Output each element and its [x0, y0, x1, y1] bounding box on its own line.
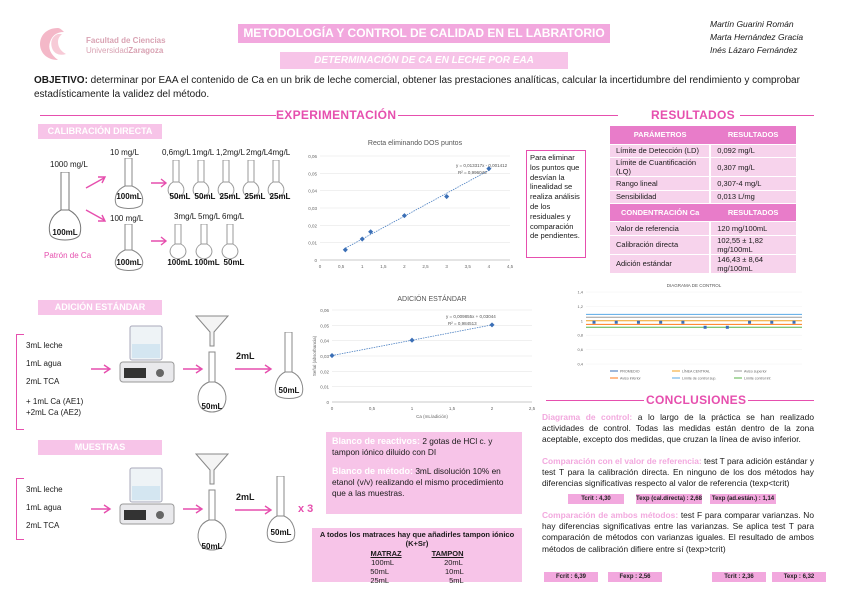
y-tick-label: 0,02 [308, 223, 317, 229]
results-header2-1: RESULTADOS [710, 204, 796, 222]
times-three: x 3 [298, 503, 314, 515]
data-point [329, 353, 334, 358]
data-point [444, 194, 449, 199]
results-cell: Rango lineal [610, 177, 710, 191]
adicion-flask1: 50mL [201, 402, 223, 411]
conclusion-3 [542, 510, 814, 555]
top-conc-2: 1,2mg/L [216, 148, 245, 157]
results-cell: 0,307-4 mg/L [710, 177, 796, 191]
results-header-1: RESULTADOS [710, 126, 796, 144]
results-cell: Límite de Detección (LD) [610, 144, 710, 158]
y-tick-label: 0,01 [308, 240, 317, 246]
data-point [748, 321, 751, 324]
results-cell: 146,43 ± 8,64 mg/100mL [710, 254, 796, 273]
y-tick-label: 0,03 [320, 354, 329, 359]
conclusion-2-text: test T para adición estándar y test T para la calibración directa. En ninguno de los dos métodos hay diferencias significativas respecto al valor de referencia (texp<tcrit) [542, 456, 815, 489]
legend-label: LÍNEA CENTRAL [682, 369, 710, 374]
x-tick-label: 3,5 [464, 264, 471, 269]
muestras-item: 1mL agua [26, 503, 62, 512]
muestras-item: 2mL TCA [26, 521, 60, 530]
results-cell: Valor de referencia [610, 222, 710, 236]
muestras-flask2: 50mL [270, 528, 292, 537]
bottom-vol-1: 100mL [194, 258, 220, 267]
objective-label: OBJETIVO: [34, 75, 88, 86]
arrow-icon [84, 208, 108, 224]
chart-title: DIAGRAMA DE CONTROL [666, 283, 722, 288]
data-point [793, 321, 796, 324]
stock-caption: Patrón de Ca [44, 251, 92, 260]
y-tick-label: 0,02 [320, 369, 329, 375]
buffer-cell: 20mL [444, 558, 463, 567]
blanco-reactivos [332, 436, 516, 458]
bottom-vol-0: 100mL [167, 258, 193, 267]
note-box [526, 150, 586, 258]
y-tick-label: 1,2 [577, 303, 583, 309]
x-tick-label: 1 [360, 264, 364, 269]
x-tick-label: 1 [410, 406, 414, 411]
top-conc-4: 4mg/L [268, 148, 291, 157]
equation-label: y = 0,013317x - 0,001412 [456, 163, 508, 168]
poster-subtitle: DETERMINACIÓN DE CA EN LECHE POR EAA [280, 52, 568, 69]
results-cell: 0,013 L/mg [710, 190, 796, 204]
y-tick-label: 1,4 [577, 289, 583, 295]
data-point [409, 338, 414, 343]
y-tick-label: 0 [314, 258, 317, 263]
equation-label: y = 0,009855x + 0,03044 [446, 314, 496, 319]
data-point [593, 321, 596, 324]
adicion-item: 2mL TCA [26, 377, 60, 386]
y-tick-label: 0,06 [320, 308, 329, 313]
legend-label: Aviso superior [744, 369, 767, 374]
adicion-flask2: 50mL [278, 386, 300, 395]
authors [710, 18, 803, 57]
arrow-icon [90, 504, 112, 514]
conclusion-3-label: Comparación de ambos métodos: [542, 510, 679, 520]
logo-line2b: Zaragoza [128, 46, 164, 55]
adicion-title: ADICIÓN ESTÁNDAR [38, 300, 162, 315]
adicion-transfer: 2mL [236, 351, 255, 361]
stock-conc: 1000 mg/L [50, 160, 88, 169]
section-conclusiones: CONCLUSIONES [646, 393, 747, 407]
funnel-flask-icon [192, 312, 232, 416]
r2-label: R² = 0,984513 [448, 321, 477, 326]
chart-title: ADICIÓN ESTÁNDAR [397, 296, 467, 303]
muestras-items [26, 484, 63, 531]
bottom-mid-conc: 100 mg/L [110, 214, 144, 223]
note-text: Para eliminar los puntos que desvían la linealidad se realiza análisis de los residuales y comparación de pendientes. [530, 153, 580, 241]
conclusion-3-text: test F para comparar varianzas. No hay diferencias significativas entre las varianzas. Se aplica test T para comparación de métodos con varianzas iguales. El resultado de ambos métodos de calibración difiere entre sí (texp>tcrit) [542, 510, 814, 554]
buffer-cell: 25mL [370, 576, 390, 585]
chip-texp-ad: Texp (ad.están.) : 1,14 [711, 496, 775, 502]
section-experimentacion: EXPERIMENTACIÓN [276, 108, 397, 122]
chart-title: Recta eliminando DOS puntos [367, 140, 463, 147]
bottom-conc-2: 6mg/L [222, 212, 245, 221]
top-conc-1: 1mg/L [192, 148, 215, 157]
buffer-header: MATRAZ [370, 549, 402, 558]
data-point [681, 321, 684, 324]
results-cell: Calibración directa [610, 235, 710, 254]
results-header2-0: CONDENTRACIÓN Ca [610, 204, 710, 222]
arrow-icon [90, 364, 112, 374]
logo-mark-icon [36, 24, 80, 64]
top-conc-0: 0,6mg/L [162, 148, 191, 157]
standard-addition-chart [308, 290, 544, 420]
y-tick-label: 0,6 [577, 347, 583, 353]
logo-line2: Universidad [86, 46, 129, 55]
stirrer-beaker-icon [116, 464, 178, 530]
university-logo [36, 22, 166, 66]
author-3: Inés Lázaro Fernández [710, 45, 798, 55]
chip-texp-cal: Texp (cal.directa) : 2,68 [636, 496, 702, 502]
results-table [610, 126, 796, 274]
bottom-mid-vol: 100mL [116, 258, 142, 267]
y-tick-label: 0,03 [308, 206, 317, 211]
arrow-icon [84, 174, 108, 190]
data-point [343, 247, 348, 252]
results-cell: 0,307 mg/L [710, 158, 796, 177]
muestras-title: MUESTRAS [38, 440, 162, 455]
chip-tcrit: Tcrit : 4,30 [568, 494, 624, 504]
data-point [489, 322, 494, 327]
author-2: Marta Hernández Gracia [710, 32, 804, 42]
x-axis-label: Ca (mL/adición) [416, 414, 448, 419]
funnel-flask-icon [192, 450, 232, 554]
x-tick-label: 2 [490, 406, 494, 411]
legend-label: Límite de control sup. [682, 376, 717, 381]
x-tick-label: 1,5 [448, 406, 456, 411]
calibration-chart [300, 134, 522, 276]
blanco-metodo-text: 3mL disolución 10% en etanol (v/v) realizando el mismo procedimiento que a las muestras. [332, 466, 504, 498]
y-tick-label: 0,05 [320, 323, 329, 329]
results-cell: 102,55 ± 1,82 mg/100mL [710, 235, 796, 254]
stock-vol: 100mL [52, 228, 78, 237]
bottom-conc-1: 5mg/L [198, 212, 221, 221]
results-cell: Límite de Cuantificación (LQ) [610, 158, 710, 177]
data-point [704, 326, 707, 329]
x-tick-label: 2 [403, 264, 406, 269]
results-cell: 0,092 mg/L [710, 144, 796, 158]
top-vol-0: 50mL [169, 192, 191, 201]
conclusion-2-label: Comparación con el valor de referencia: [542, 456, 702, 466]
adicion-item: 1mL agua [26, 359, 62, 368]
calibracion-title: CALIBRACIÓN DIRECTA [38, 124, 162, 139]
chip-texp2: Texp : 6,32 [772, 572, 826, 582]
control-chart [572, 280, 808, 386]
results-cell: Sensibilidad [610, 190, 710, 204]
chip-tcrit2: Tcrit : 2,36 [712, 572, 766, 582]
x-tick-label: 1,5 [380, 264, 387, 269]
data-point [726, 326, 729, 329]
results-cell: Adición estándar [610, 254, 710, 273]
x-tick-label: 0 [330, 406, 334, 411]
legend-label: PROMEDIO [620, 369, 640, 374]
bottom-conc-0: 3mg/L [174, 212, 197, 221]
muestras-transfer: 2mL [236, 492, 255, 502]
x-tick-label: 3 [445, 264, 448, 269]
top-mid-vol: 100mL [116, 192, 142, 201]
results-header-0: PARÁMETROS [610, 126, 710, 144]
x-tick-label: 2,5 [528, 406, 536, 411]
logo-line1: Facultad de Ciencias [86, 36, 166, 45]
y-tick-label: 0 [326, 400, 329, 405]
buffer-cell: 100mL [371, 558, 395, 567]
section-resultados: RESULTADOS [651, 108, 735, 122]
adicion-items [26, 340, 83, 418]
buffer-title: A todos los matraces hay que añadirles tampon iónico (K+Sr) [319, 530, 515, 548]
y-tick-label: 0,4 [577, 361, 583, 367]
top-vol-4: 25mL [269, 192, 291, 201]
x-tick-label: 0,5 [368, 406, 376, 411]
legend-label: Límite control inf. [744, 376, 772, 381]
trend-line [345, 170, 489, 248]
bottom-vol-2: 50mL [223, 258, 245, 267]
objective-text: determinar por EAA el contenido de Ca en un brik de leche comercial, obtener las prestaciones analíticas, calcular la incertidumbre del rendimiento y comprobar estadísticamente la validez del método. [34, 75, 800, 100]
blanco-reactivos-text: 2 gotas de HCl c. y tampon iónico diluido con DI [332, 436, 493, 457]
conclusion-1 [542, 412, 814, 446]
buffer-table [312, 528, 522, 585]
conclusion-2 [542, 456, 814, 490]
x-tick-label: 4,5 [506, 264, 514, 269]
objective [34, 74, 814, 102]
bottom-dilution-row [166, 212, 246, 272]
poster-title: METODOLOGÍA Y CONTROL DE CALIDAD EN EL LABRATORIO [238, 24, 610, 43]
y-axis-label: Señal (absorbancia) [312, 335, 317, 377]
x-tick-label: 0 [318, 264, 322, 269]
buffer-cell: 5mL [449, 576, 464, 585]
muestras-item: 3mL leche [26, 485, 63, 494]
blancos-box [326, 432, 522, 514]
y-tick-label: 0,8 [577, 332, 583, 338]
buffer-cell: 50mL [370, 567, 389, 576]
blanco-metodo-label: Blanco de método: [332, 466, 414, 476]
top-dilution-row [160, 148, 290, 210]
results-cell: 120 mg/100mL [710, 222, 796, 236]
data-point [360, 236, 365, 241]
top-mid-conc: 10 mg/L [110, 148, 139, 157]
r2-label: R² = 0,996043 [458, 170, 487, 175]
conclusion-1-text: a lo largo de la práctica se han realizado actividades de control. Todas las medidas están dentro de la zona aceptable, excepto dos medidas, que cruzan la línea de aviso inferior. [542, 412, 814, 445]
top-conc-3: 2mg/L [246, 148, 269, 157]
x-tick-label: 4 [487, 264, 491, 269]
top-vol-2: 25mL [219, 192, 241, 201]
legend-label: Aviso inferior [620, 376, 641, 381]
blanco-reactivos-label: Blanco de reactivos: [332, 436, 421, 446]
buffer-header: TAMPON [431, 549, 464, 558]
blanco-metodo [332, 466, 516, 499]
conclusion-1-label: Diagrama de control: [542, 412, 633, 422]
stirrer-beaker-icon [116, 322, 178, 388]
top-vol-1: 50mL [194, 192, 216, 201]
y-tick-label: 0,04 [320, 338, 329, 344]
muestras-flask1: 50mL [201, 542, 223, 551]
y-tick-label: 1 [580, 318, 583, 324]
adicion-item: 3mL leche [26, 341, 63, 350]
data-point [637, 321, 640, 324]
author-1: Martín Guarini Román [710, 19, 794, 29]
volumetric-flask-icon [112, 158, 146, 210]
y-tick-label: 0,06 [308, 154, 317, 159]
adicion-item: +2mL Ca (AE2) [26, 408, 82, 417]
y-tick-label: 0,04 [308, 188, 317, 194]
data-point [615, 321, 618, 324]
x-tick-label: 0,5 [337, 264, 345, 269]
chip-fcrit: Fcrit : 6,39 [544, 572, 598, 582]
y-tick-label: 0,01 [320, 384, 329, 390]
flask-row-icon [168, 224, 248, 260]
data-point [770, 321, 773, 324]
adicion-item: + 1mL Ca (AE1) [26, 397, 84, 406]
data-point [659, 321, 662, 324]
chip-fexp: Fexp : 2,56 [608, 572, 662, 582]
buffer-cell: 10mL [445, 567, 464, 576]
arrow-icon [234, 364, 274, 374]
x-tick-label: 2,5 [422, 264, 429, 269]
top-vol-3: 25mL [244, 192, 266, 201]
y-tick-label: 0,05 [308, 171, 317, 177]
